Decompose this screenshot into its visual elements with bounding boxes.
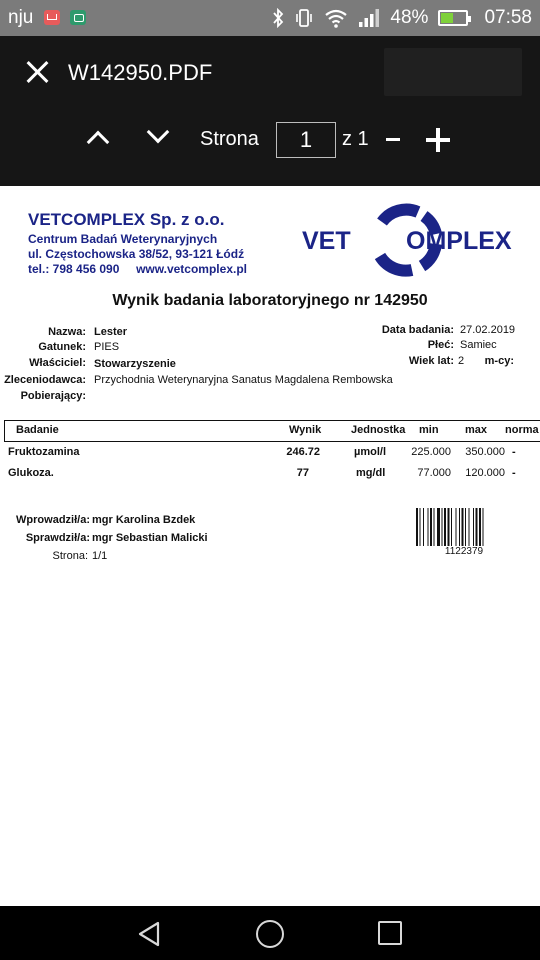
table-header-result: Wynik (289, 424, 322, 436)
company-name: VETCOMPLEX Sp. z o.o. (28, 210, 225, 229)
page-footer-label: Strona: (52, 550, 88, 562)
android-nav-bar (0, 906, 540, 960)
table-cell-test: Glukoza. (8, 467, 54, 479)
field-value-name: Lester (94, 326, 128, 338)
field-value-date: 27.02.2019 (460, 324, 516, 336)
table-cell-max: 120.000 (465, 467, 505, 479)
table-cell-test: Fruktozamina (8, 446, 80, 458)
table-cell-unit: µmol/l (354, 446, 387, 458)
svg-text:VET: VET (302, 227, 351, 255)
field-value-sex: Samiec (460, 339, 497, 351)
table-header-max: max (465, 424, 488, 436)
pdf-viewer-toolbar (0, 36, 540, 186)
mail-notification-icon (44, 10, 60, 25)
entered-by-label: Wprowadził/a: (16, 514, 90, 526)
battery-charging-icon (438, 10, 468, 26)
table-cell-result: 77 (296, 467, 309, 479)
field-label-date: Data badania: (381, 324, 454, 336)
battery-percent: 48% (390, 7, 429, 28)
battery-fill (441, 13, 453, 23)
background-overlay (384, 48, 522, 96)
company-address: ul. Częstochowska 38/52, 93-121 Łódź (28, 247, 245, 261)
field-label-sampler: Pobierający: (20, 390, 86, 402)
field-value-species: PIES (94, 341, 120, 353)
page-number-input[interactable]: 1 (276, 122, 336, 158)
file-title: W142950.PDF (68, 60, 213, 85)
svg-text:OMPLEX: OMPLEX (406, 227, 512, 255)
table-cell-max: 350.000 (465, 446, 505, 458)
report-title: Wynik badania laboratoryjnego nr 142950 (112, 292, 428, 309)
signal-icon (358, 8, 380, 28)
field-label-sex: Płeć: (427, 339, 454, 351)
field-label-age: Wiek lat: (408, 355, 454, 367)
field-label-name: Nazwa: (48, 326, 86, 338)
company-contact: tel.: 798 456 090 www.vetcomplex.pl (28, 262, 247, 276)
page-label: Strona (200, 128, 259, 150)
entered-by-value: mgr Karolina Bzdek (92, 514, 196, 526)
table-header-unit: Jednostka (351, 424, 406, 436)
field-label-species: Gatunek: (38, 341, 86, 353)
recent-apps-icon[interactable] (378, 921, 402, 945)
zoom-out-button[interactable] (386, 138, 400, 141)
table-cell-norm: - (512, 446, 516, 458)
vetcomplex-logo (302, 202, 518, 282)
page-count-label: z 1 (342, 128, 369, 150)
table-header-norm: norma (505, 424, 539, 436)
close-icon[interactable] (26, 60, 50, 84)
previous-page-button[interactable] (86, 128, 108, 150)
bluetooth-icon (272, 8, 284, 28)
checked-by-value: mgr Sebastian Malicki (92, 532, 208, 544)
zoom-in-button[interactable] (426, 128, 450, 152)
field-label-months: m-cy: (484, 355, 514, 367)
page-footer-value: 1/1 (92, 550, 108, 562)
results-table-header (4, 420, 540, 442)
barcode (416, 508, 512, 546)
table-cell-min: 225.000 (411, 446, 451, 458)
table-header-test: Badanie (16, 424, 59, 436)
document-page (0, 186, 540, 906)
back-icon[interactable] (136, 920, 164, 948)
table-cell-min: 77.000 (417, 467, 451, 479)
field-label-owner: Właściciel: (29, 357, 86, 369)
checked-by-label: Sprawdził/a: (25, 532, 90, 544)
company-subtitle: Centrum Badań Weterynaryjnych (28, 232, 218, 246)
table-cell-norm: - (512, 467, 516, 479)
field-value-age: 2 (458, 355, 465, 367)
barcode-number: 1122379 (444, 546, 484, 557)
next-page-button[interactable] (146, 124, 168, 146)
wifi-icon (324, 8, 348, 28)
table-header-min: min (419, 424, 439, 436)
home-icon[interactable] (256, 920, 284, 948)
app-notification-icon (70, 10, 86, 25)
vibrate-icon (294, 8, 314, 28)
field-value-owner: Stowarzyszenie (94, 358, 176, 370)
table-cell-unit: mg/dl (356, 467, 386, 479)
status-bar (0, 0, 540, 36)
carrier-label: nju (8, 7, 34, 28)
field-label-client: Zleceniodawca: (4, 374, 86, 386)
clock: 07:58 (484, 7, 532, 28)
field-value-client: Przychodnia Weterynaryjna Sanatus Magdalena Rembowska (94, 374, 393, 386)
table-cell-result: 246.72 (286, 446, 320, 458)
status-icons (272, 6, 532, 30)
